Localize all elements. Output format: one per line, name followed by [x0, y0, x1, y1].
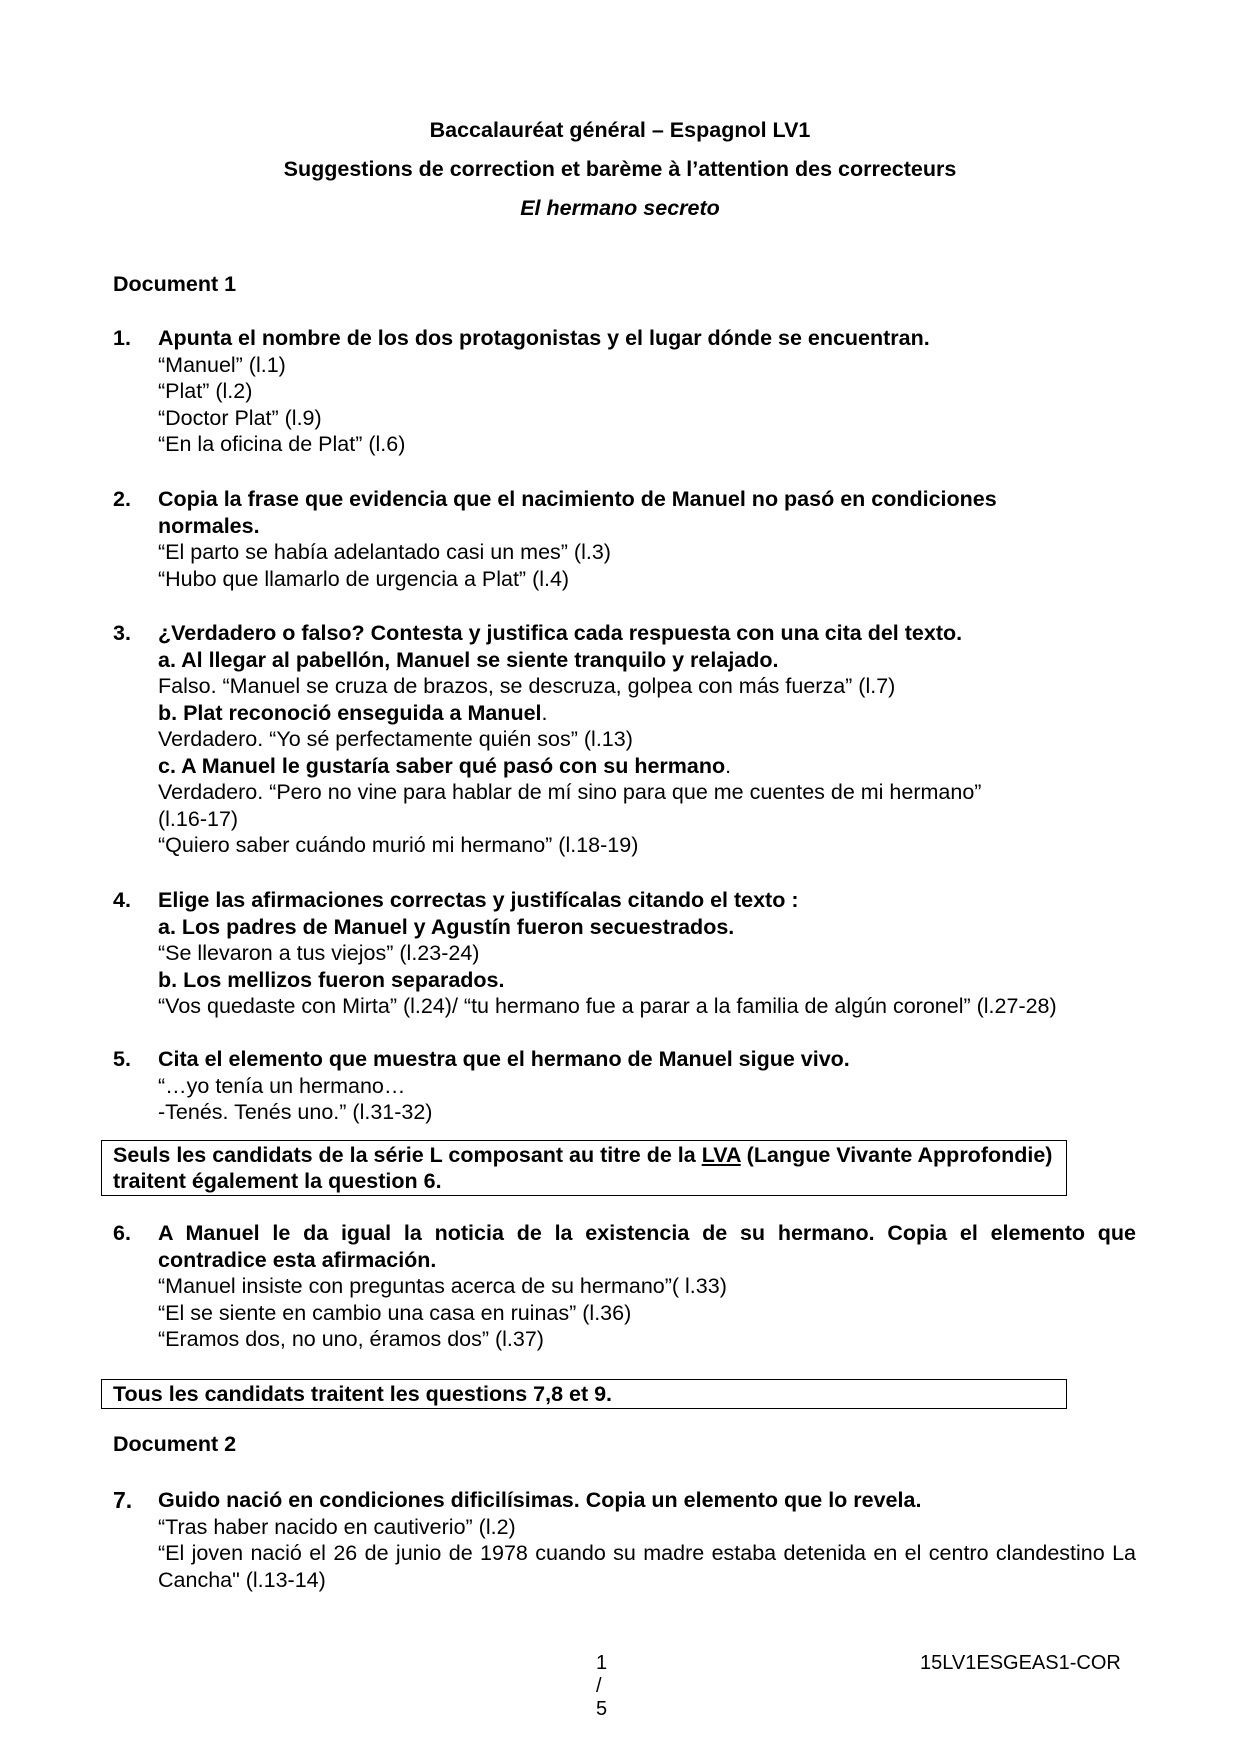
lva-notice-text-2: (Langue Vivante Approfondie) traitent également la question 6.	[113, 1143, 1053, 1193]
page-number: 1 / 5	[596, 1652, 608, 1720]
lva-notice-text-1: Seuls les candidats de la série L composant au titre de la	[113, 1143, 702, 1167]
answer-line: “Hubo que llamarlo de urgencia a Plat” (l.4)	[158, 566, 570, 591]
sub-question-c-dot: .	[725, 753, 732, 778]
answer-line: Falso. “Manuel se cruza de brazos, se descruza, golpea con más fuerza” (l.7)	[158, 674, 896, 698]
question-number: 5.	[113, 1047, 131, 1071]
answer-line: “Se llevaron a tus viejos” (l.23-24)	[158, 941, 480, 965]
answer-line: “Quiero saber cuándo murió mi hermano” (l.18-19)	[158, 833, 639, 857]
answer-line: “Vos quedaste con Mirta” (l.24)/ “tu hermano fue a parar a la familia de algún coronel” (l.27-28)	[158, 994, 1057, 1018]
answer-line: -Tenés. Tenés uno.” (l.31-32)	[158, 1100, 433, 1124]
question-text: ¿Verdadero o falso? Contesta y justifica cada respuesta con una cita del texto.	[158, 621, 963, 645]
document-code: 15LV1ESGEAS1-COR	[920, 1652, 1121, 1674]
answer-line: Verdadero. “Yo sé perfectamente quién sos” (l.13)	[158, 727, 633, 751]
question-number: 3.	[113, 621, 131, 645]
answer-line: “Plat” (l.2)	[158, 379, 253, 403]
question-number: 6.	[113, 1221, 131, 1245]
answer-line: “…yo tenía un hermano…	[158, 1073, 406, 1098]
document-2-heading: Document 2	[113, 1432, 237, 1456]
question-number: 4.	[113, 888, 131, 912]
answer-line: “Tras haber nacido en cautiverio” (l.2)	[158, 1514, 516, 1539]
question-1	[113, 325, 1136, 458]
question-text: Cita el elemento que muestra que el hermano de Manuel sigue vivo.	[158, 1047, 850, 1071]
exam-title: Baccalauréat général – Espagnol LV1	[429, 118, 811, 142]
answer-line: “Doctor Plat” (l.9)	[158, 405, 322, 430]
lva-abbreviation: LVA	[701, 1143, 741, 1167]
question-number: 7.	[113, 1487, 133, 1513]
answer-line: “El se siente en cambio una casa en ruinas” (l.36)	[158, 1300, 632, 1325]
question-text: Guido nació en condiciones dificilísimas. Copia un elemento que lo revela.	[158, 1488, 922, 1512]
answer-line: “Manuel” (l.1)	[158, 352, 286, 377]
question-number: 1.	[113, 326, 131, 350]
answer-line: Verdadero. “Pero no vine para hablar de mí sino para que me cuentes de mi hermano”	[158, 780, 982, 804]
sub-question-a: a. Al llegar al pabellón, Manuel se siente tranquilo y relajado.	[158, 647, 779, 672]
question-text: Copia la frase que evidencia que el nacimiento de Manuel no pasó en condiciones	[158, 487, 997, 511]
question-text: Elige las afirmaciones correctas y justifícalas citando el texto :	[158, 888, 799, 912]
text-title: El hermano secreto	[520, 196, 720, 220]
answer-line: “En la oficina de Plat” (l.6)	[158, 432, 406, 456]
sub-question-b	[158, 700, 1136, 727]
question-5	[113, 1046, 1136, 1126]
sub-question-b-text: b. Plat reconoció enseguida a Manuel	[158, 700, 542, 725]
sub-question-b: b. Los mellizos fueron separados.	[158, 967, 505, 992]
sub-question-c	[158, 753, 1136, 780]
question-7	[113, 1487, 1136, 1593]
question-2	[113, 486, 1136, 592]
document-1-heading: Document 1	[113, 272, 237, 296]
question-6	[113, 1220, 1136, 1353]
sub-question-c-text: c. A Manuel le gustaría saber qué pasó con su hermano	[158, 753, 726, 778]
answer-line: “El joven nació el 26 de junio de 1978 cuando su madre estaba detenida en el centro clandestino La Cancha" (l.13-14)	[158, 1541, 1136, 1592]
question-number: 2.	[113, 487, 131, 511]
answer-line: “Manuel insiste con preguntas acerca de su hermano”( l.33)	[158, 1274, 727, 1298]
question-text: Apunta el nombre de los dos protagonistas y el lugar dónde se encuentran.	[158, 326, 930, 350]
exam-subtitle: Suggestions de correction et barème à l’attention des correcteurs	[283, 157, 957, 181]
question-3	[113, 620, 1136, 859]
sub-question-a: a. Los padres de Manuel y Agustín fueron secuestrados.	[158, 914, 735, 939]
all-candidates-notice-text: Tous les candidats traitent les questions 7,8 et 9.	[113, 1382, 613, 1406]
lva-notice-box	[101, 1140, 1067, 1196]
all-candidates-notice-box	[101, 1379, 1067, 1409]
answer-line: (l.16-17)	[158, 806, 239, 831]
answer-line: “El parto se había adelantado casi un mes” (l.3)	[158, 540, 611, 564]
question-text: A Manuel le da igual la noticia de la existencia de su hermano. Copia el elemento que contradice esta afirmación.	[158, 1221, 1136, 1272]
sub-question-b-dot: .	[541, 700, 548, 725]
answer-line: “Eramos dos, no uno, éramos dos” (l.37)	[158, 1327, 544, 1351]
question-4	[113, 887, 1136, 1020]
question-text: normales.	[158, 513, 260, 538]
